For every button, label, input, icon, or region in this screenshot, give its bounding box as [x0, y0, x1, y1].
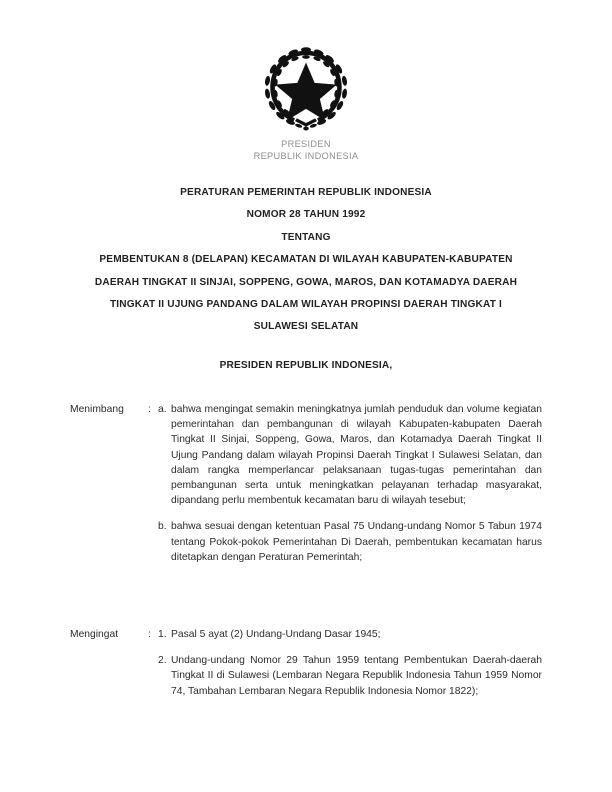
title-line-7: SULAWESI SELATAN	[253, 321, 359, 333]
clause-item	[158, 627, 542, 642]
item-marker: 1.	[158, 629, 167, 640]
title-line-6: TINGKAT II UJUNG PANDANG DALAM WILAYAH PROPINSI DAERAH TINGKAT I	[109, 299, 503, 311]
emblem-caption-line2: REPUBLIK INDONESIA	[253, 151, 359, 162]
clause-body-menimbang	[158, 402, 542, 565]
garuda-star-wreath-emblem	[260, 46, 352, 134]
title-line-4: PEMBENTUKAN 8 (DELAPAN) KECAMATAN DI WILAYAH KABUPATEN-KABUPATEN	[99, 254, 513, 266]
emblem-block	[0, 46, 612, 162]
clause-item	[158, 519, 542, 565]
item-marker: 2.	[158, 655, 167, 667]
clause-item	[158, 402, 542, 508]
title-line-2: NOMOR 28 TAHUN 1992	[246, 209, 366, 221]
item-marker: a.	[158, 404, 167, 415]
clause-label-mengingat: Mengingat	[70, 629, 119, 640]
document-title-block	[56, 182, 556, 339]
clause-colon-mengingat: :	[148, 629, 151, 640]
clause-colon-menimbang: :	[148, 404, 151, 415]
clause-body-mengingat	[158, 627, 542, 699]
emblem-caption	[0, 138, 612, 162]
clause-mengingat	[70, 627, 542, 699]
title-line-5: DAERAH TINGKAT II SINJAI, SOPPENG, GOWA, MAROS, DAN KOTAMADYA DAERAH	[94, 276, 518, 288]
item-text: Pasal 5 ayat (2) Undang-Undang Dasar 1945;	[171, 629, 381, 640]
clause-item	[158, 653, 542, 699]
item-text: bahwa sesuai dengan ketentuan Pasal 75 Undang-undang Nomor 5 Tabun 1974 tentang Pokok-pokok Pemerintahan Di Daerah, pembentukan kecamatan harus ditetapkan dengan Peraturan Pemerintah;	[171, 521, 542, 563]
item-text: Undang-undang Nomor 29 Tahun 1959 tentang Pembentukan Daerah-daerah Tingkat II di Sulawesi (Lembaran Negara Republik Indonesia Tahun 1959 Nomor 74, Tambahan Lembaran Negara Republik Indonesia Nomor 1822);	[171, 655, 542, 697]
item-marker: b.	[158, 521, 167, 533]
title-line-1: PERATURAN PEMERINTAH REPUBLIK INDONESIA	[180, 187, 432, 198]
title-line-3: TENTANG	[281, 231, 331, 243]
item-text: bahwa mengingat semakin meningkatnya jumlah penduduk dan volume kegiatan pemerintahan dan pembangunan di wilayah Kabupaten-kabupaten Daerah Tingkat II Sinjai, Soppeng, Gowa, Maros, dan Kotamadya Daerah Tingkat II Ujung Pandang dalam wilayah Propinsi Daerah Tingkat I Sulawesi Selatan, dan dalam rangka memperlancar pelaksanaan tugas-tugas pemerintahan dan pembangunan serta untuk meningkatkan pelayanan terhadap masyarakat, dipandang perlu membentuk kecamatan baru di wilayah tesebut;	[171, 404, 542, 507]
emblem-caption-line1: PRESIDEN	[281, 139, 331, 149]
clause-menimbang	[70, 402, 542, 565]
clause-label-menimbang: Menimbang	[70, 404, 124, 415]
opening-heading: PRESIDEN REPUBLIK INDONESIA,	[219, 360, 393, 371]
